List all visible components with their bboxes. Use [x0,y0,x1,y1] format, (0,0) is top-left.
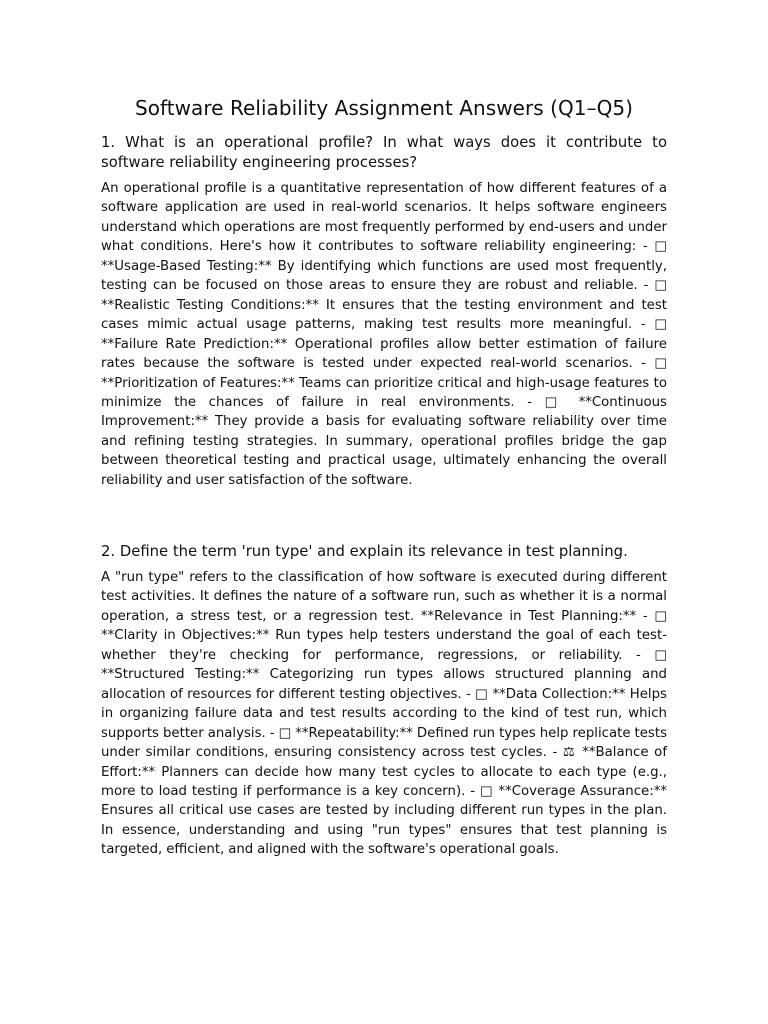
question-2-answer: A "run type" refers to the classification of how software is executed during different test activities. It defines the nature of a software run, such as whether it is a normal operation, a stress test, or a regression test. **Relevance in Test Planning:** - □ **Clarity in Objectives:** Run types help testers understand the goal of each test-whether they're checking for performance, regressions, or reliability. - □ **Structured Testing:** Categorizing run types allows structured planning and allocation of resources for different testing objectives. - □ **Data Collection:** Helps in organizing failure data and test results according to the kind of test run, which supports better analysis. - □ **Repeatability:** Defined run types help replicate tests under similar conditions, ensuring consistency across test cycles. - ⚖ **Balance of Effort:** Planners can decide how many test cycles to allocate to each type (e.g., more to load testing if performance is a key concern). - □ **Coverage Assurance:** Ensures all critical use cases are tested by including different run types in the plan. In essence, understanding and using "run types" ensures that test planning is targeted, efficient, and aligned with the software's operational goals. [101,570,667,858]
question-1-answer: An operational profile is a quantitative representation of how different features of a software application are used in real-world scenarios. It helps software engineers understand which operations are most frequently performed by end-users and under what conditions. Here's how it contributes to software reliability engineering: - □ **Usage-Based Testing:** By identifying which functions are used most frequently, testing can be focused on those areas to ensure they are robust and reliable. - □ **Realistic Testing Conditions:** It ensures that the testing environment and test cases mimic actual usage patterns, making test results more meaningful. - □ **Failure Rate Prediction:** Operational profiles allow better estimation of failure rates because the software is tested under expected real-world scenarios. - □ **Prioritization of Features:** Teams can prioritize critical and high-usage features to minimize the chances of failure in real environments. - □ **Continuous Improvement:** They provide a basis for evaluating software reliability over time and refining testing strategies. In summary, operational profiles bridge the gap between theoretical testing and practical usage, ultimately enhancing the overall reliability and user satisfaction of the software. [101,181,667,488]
question-2-heading: 2. Define the term 'run type' and explain its relevance in test planning. [101,543,628,560]
question-1-heading: 1. What is an operational profile? In what ways does it contribute to software reliability engineering processes? [101,134,667,171]
document-title: Software Reliability Assignment Answers (Q1–Q5) [134,96,634,120]
